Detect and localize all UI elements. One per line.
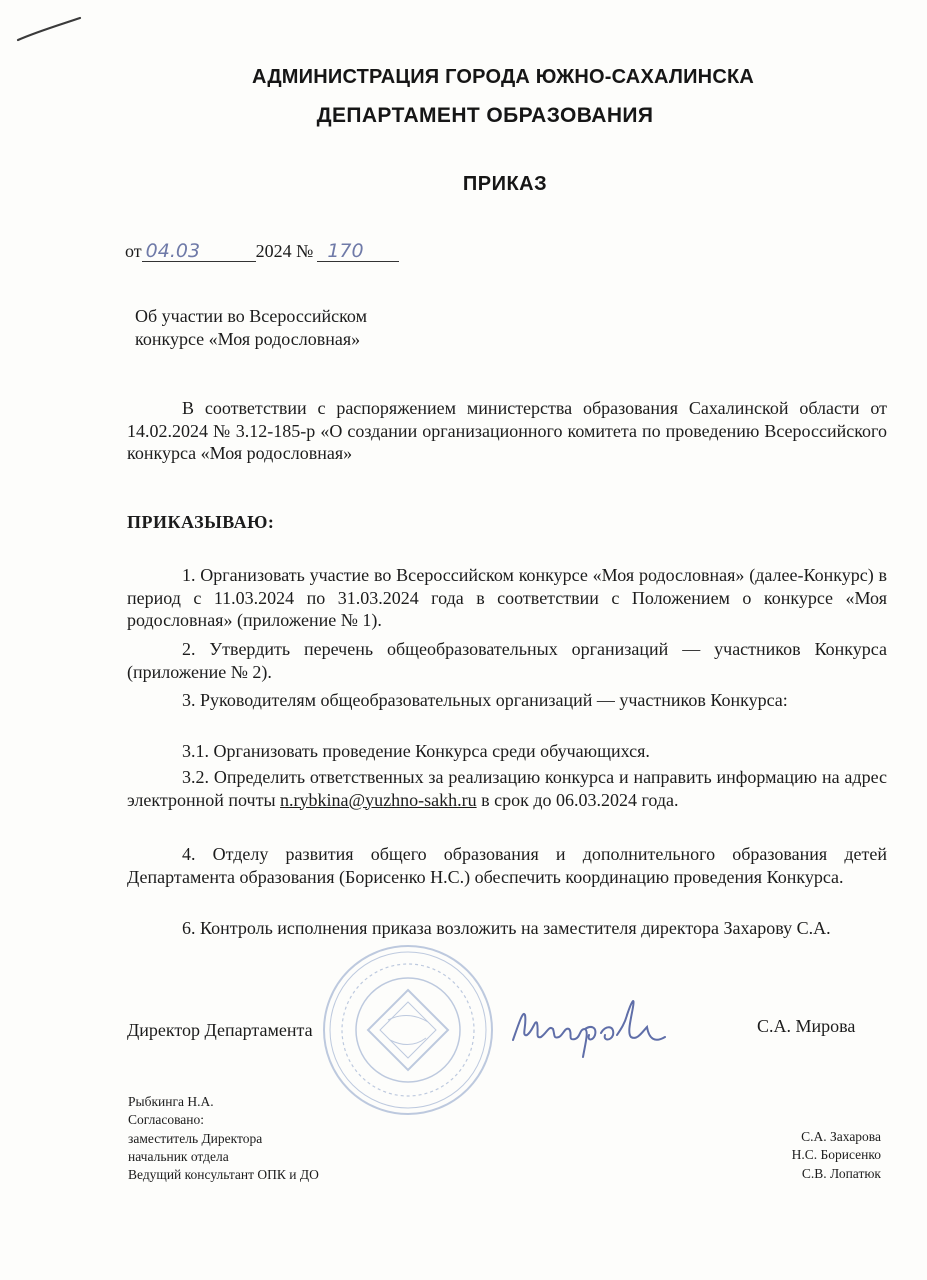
approver-name: С.В. Лопатюк (801, 1165, 881, 1181)
item-text: 3.2. Определить ответственных за реализацию конкурса и направить информацию на адрес электронной почты (127, 767, 887, 810)
department-name: ДЕПАРТАМЕНТ ОБРАЗОВАНИЯ (316, 104, 654, 127)
approver-name: Н.С. Борисенко (791, 1147, 881, 1163)
subject-line: Об участии во Всероссийском (135, 306, 367, 326)
order-item-1: 1. Организовать участие во Всероссийском конкурсе «Моя родословная» (далее-Конкурс) в период с 11.03.2024 по 31.03.2024 года в соответствии с Положением о конкурсе «Моя родословная» (приложение № 1). (127, 565, 887, 630)
approver-name: С.А. Захарова (801, 1129, 881, 1144)
date-year: 2024 (255, 241, 292, 261)
document-subject (135, 305, 455, 351)
order-item-3: 3. Руководителям общеобразовательных организаций — участников Конкурса: (182, 690, 788, 710)
number-sign: № (296, 241, 314, 261)
ordering-word: ПРИКАЗЫВАЮ: (127, 512, 275, 532)
handwritten-date: 04.03 (142, 241, 256, 262)
order-item-3-1: 3.1. Организовать проведение Конкурса среди обучающихся. (182, 741, 650, 761)
subject-line: конкурсе «Моя родословная» (135, 329, 361, 349)
order-item-6: 6. Контроль исполнения приказа возложить на заместителя директора Захарову С.А. (182, 918, 831, 938)
preamble-paragraph: В соответствии с распоряжением министерства образования Сахалинской области от 14.02.2024 № 3.12-185-р «О создании организационного комитета по проведению Всероссийского конкурса «Моя родословная» (127, 398, 887, 463)
agreed-label: Согласовано: (128, 1112, 204, 1128)
approver-role: заместитель Директора (128, 1130, 263, 1146)
order-item-3-2 (127, 766, 887, 811)
handwritten-number: 170 (317, 241, 399, 262)
signatory-name: С.А. Мирова (757, 1016, 856, 1036)
email-link[interactable]: n.rybkina@yuzhno-sakh.ru (280, 789, 477, 810)
item-text: в срок до 06.03.2024 года. (476, 789, 679, 810)
document-type: ПРИКАЗ (462, 173, 548, 195)
order-item-4: 4. Отделу развития общего образования и дополнительного образования детей Департамента образования (Борисенко Н.С.) обеспечить координацию проведения Конкурса. (127, 844, 887, 887)
official-seal-icon (318, 940, 498, 1120)
order-item-2: 2. Утвердить перечень общеобразовательных организаций — участников Конкурса (приложение № 2). (127, 639, 887, 682)
footer-approver-names (792, 1128, 881, 1183)
handwritten-signature (505, 985, 680, 1065)
organization-name: АДМИНИСТРАЦИЯ ГОРОДА ЮЖНО-САХАЛИНСКА (251, 66, 755, 88)
footer-approvals (128, 1093, 319, 1184)
executor-name: Рыбкинга Н.А. (128, 1094, 214, 1109)
signatory-title: Директор Департамента (127, 1020, 313, 1040)
date-number-line (125, 241, 399, 262)
date-prefix: от (125, 241, 142, 261)
pen-mark-icon (14, 10, 84, 50)
approver-role: начальник отдела (128, 1148, 229, 1164)
approver-role: Ведущий консультант ОПК и ДО (128, 1167, 319, 1183)
